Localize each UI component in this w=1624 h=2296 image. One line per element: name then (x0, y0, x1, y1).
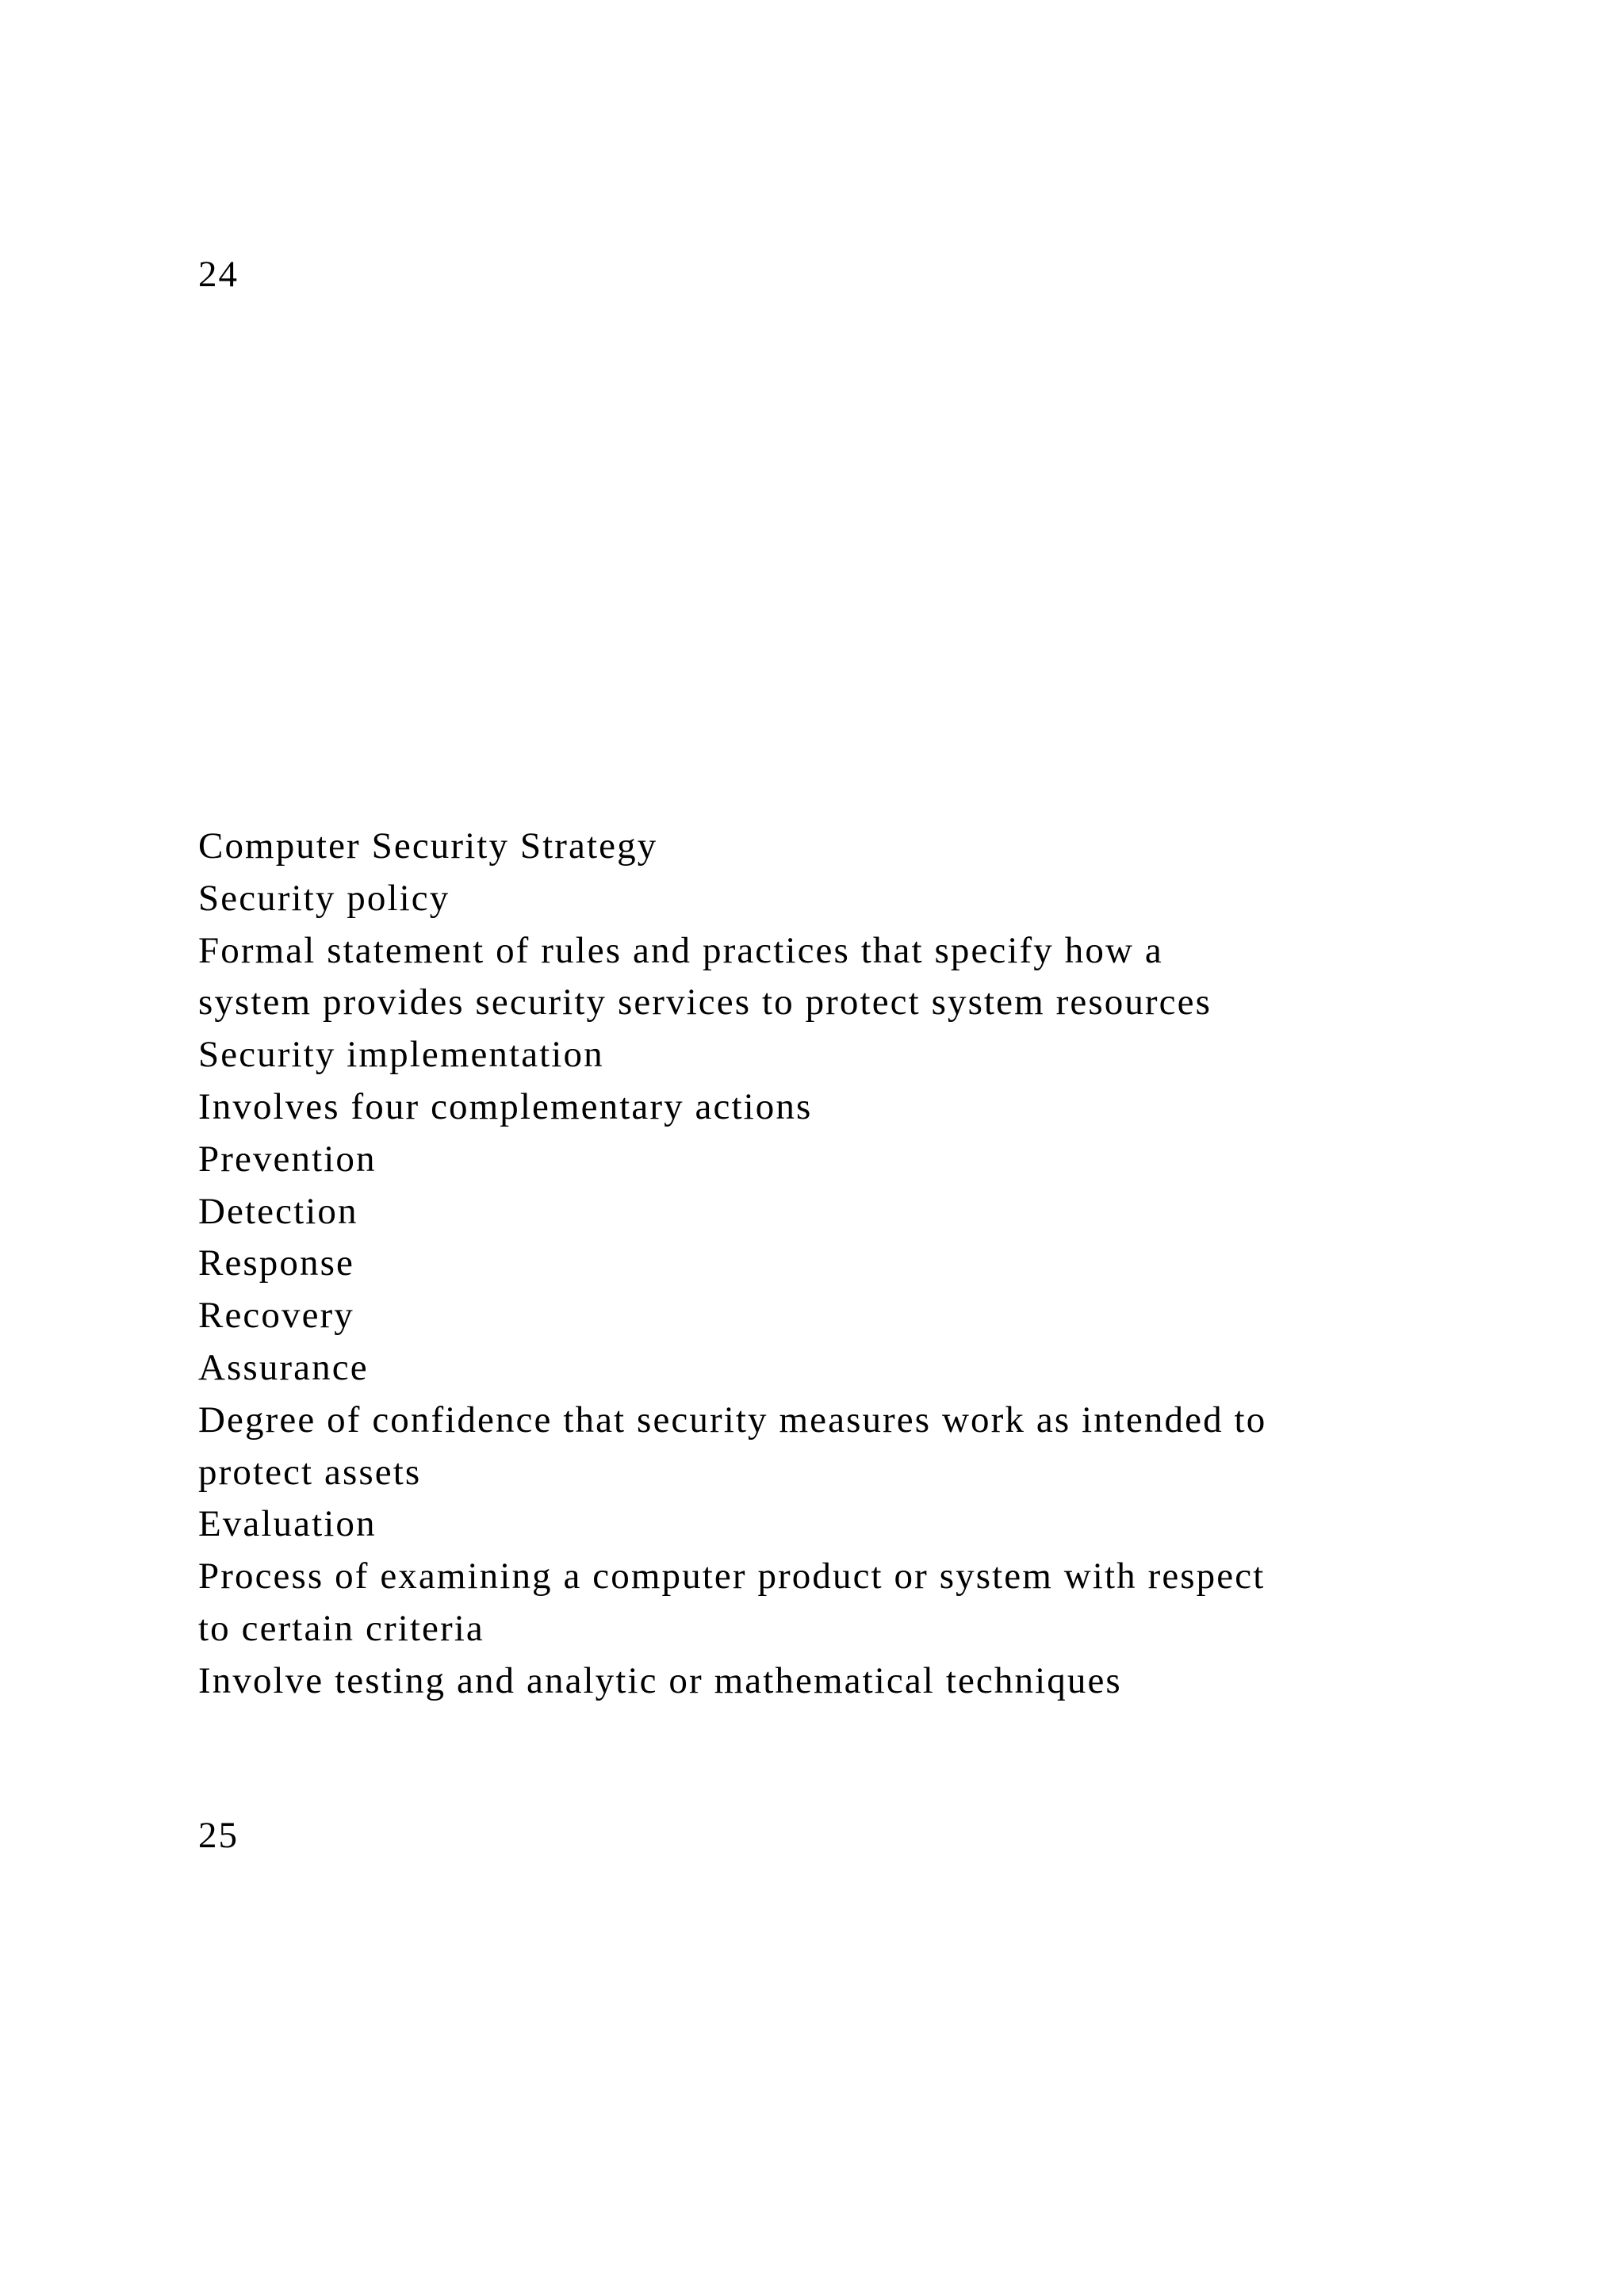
body-line: Recovery (198, 1295, 354, 1337)
body-line: Response (198, 1242, 354, 1284)
body-line: Prevention (198, 1138, 377, 1180)
section-heading: Computer Security Strategy (198, 825, 658, 867)
body-line: Process of examining a computer product or system with respect (198, 1556, 1266, 1598)
body-line: to certain criteria (198, 1607, 485, 1649)
body-line: Assurance (198, 1346, 369, 1388)
page-number-top: 24 (198, 254, 239, 295)
body-line: Security policy (198, 877, 450, 919)
body-line: Formal statement of rules and practices that specify how a (198, 929, 1163, 971)
body-line: system provides security services to protect system resources (198, 982, 1212, 1024)
body-line: protect assets (198, 1451, 422, 1493)
body-line: Evaluation (198, 1503, 377, 1545)
body-line: Involve testing and analytic or mathematical techniques (198, 1659, 1122, 1701)
body-line: Involves four complementary actions (198, 1085, 813, 1127)
body-line: Security implementation (198, 1034, 604, 1076)
page-number-bottom: 25 (198, 1815, 239, 1856)
body-line: Degree of confidence that security measures work as intended to (198, 1399, 1267, 1441)
document-body (198, 821, 1546, 1708)
body-line: Detection (198, 1190, 358, 1232)
